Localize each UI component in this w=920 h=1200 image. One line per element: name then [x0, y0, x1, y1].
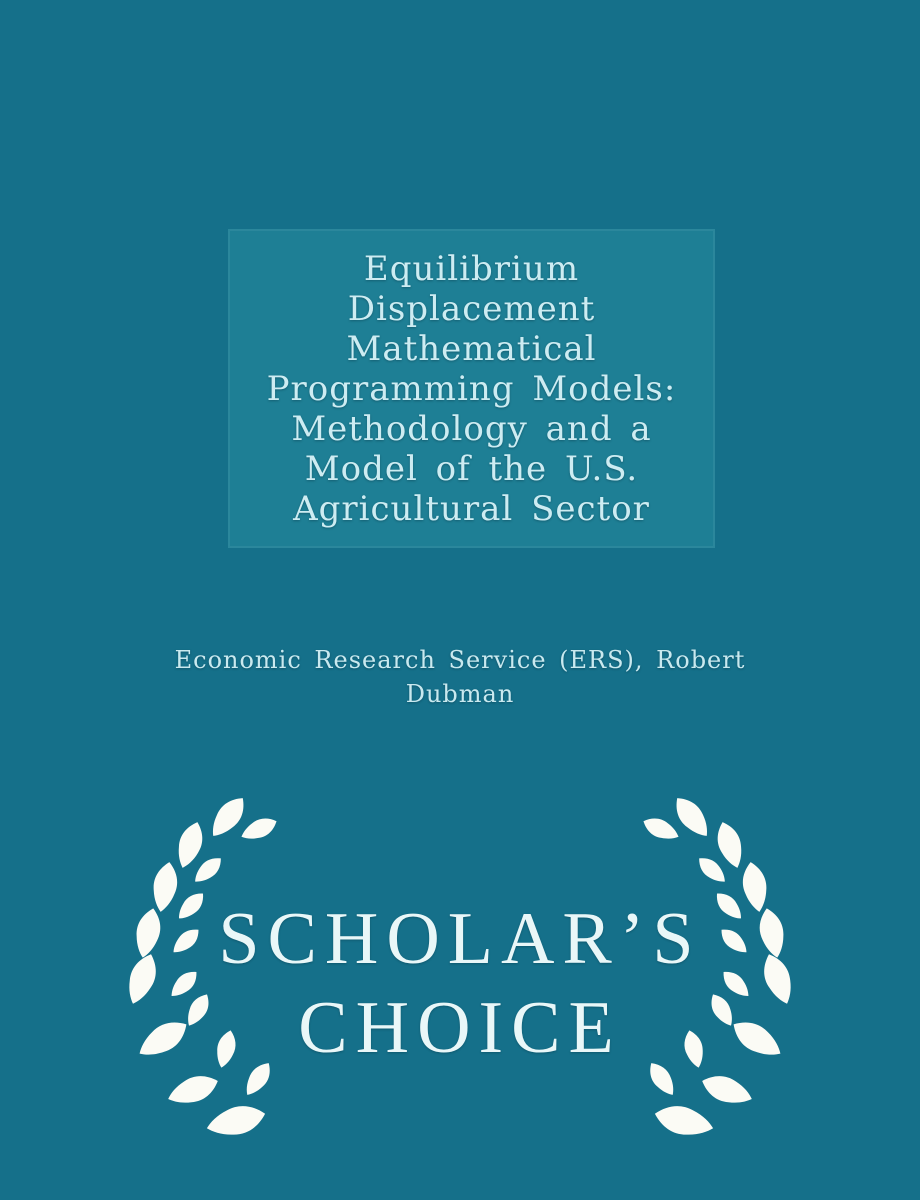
book-title-line: Displacement	[347, 288, 596, 329]
book-title-line: Mathematical	[346, 328, 597, 369]
book-authors	[0, 643, 920, 711]
book-author-line: Dubman	[405, 680, 515, 708]
book-title-line: Agricultural Sector	[293, 488, 650, 529]
book-title-line: Methodology and a	[291, 408, 652, 449]
book-title-line: Equilibrium	[363, 248, 580, 289]
book-author-line: Economic Research Service (ERS), Robert	[174, 646, 746, 674]
book-title-line: Programming Models:	[266, 368, 677, 409]
laurel-branch-right-icon	[605, 772, 825, 1172]
imprint-line: SCHOLAR’S	[218, 898, 702, 980]
title-panel	[228, 229, 715, 548]
imprint-line: CHOICE	[298, 987, 622, 1069]
book-title-line: Model of the U.S.	[304, 448, 639, 489]
